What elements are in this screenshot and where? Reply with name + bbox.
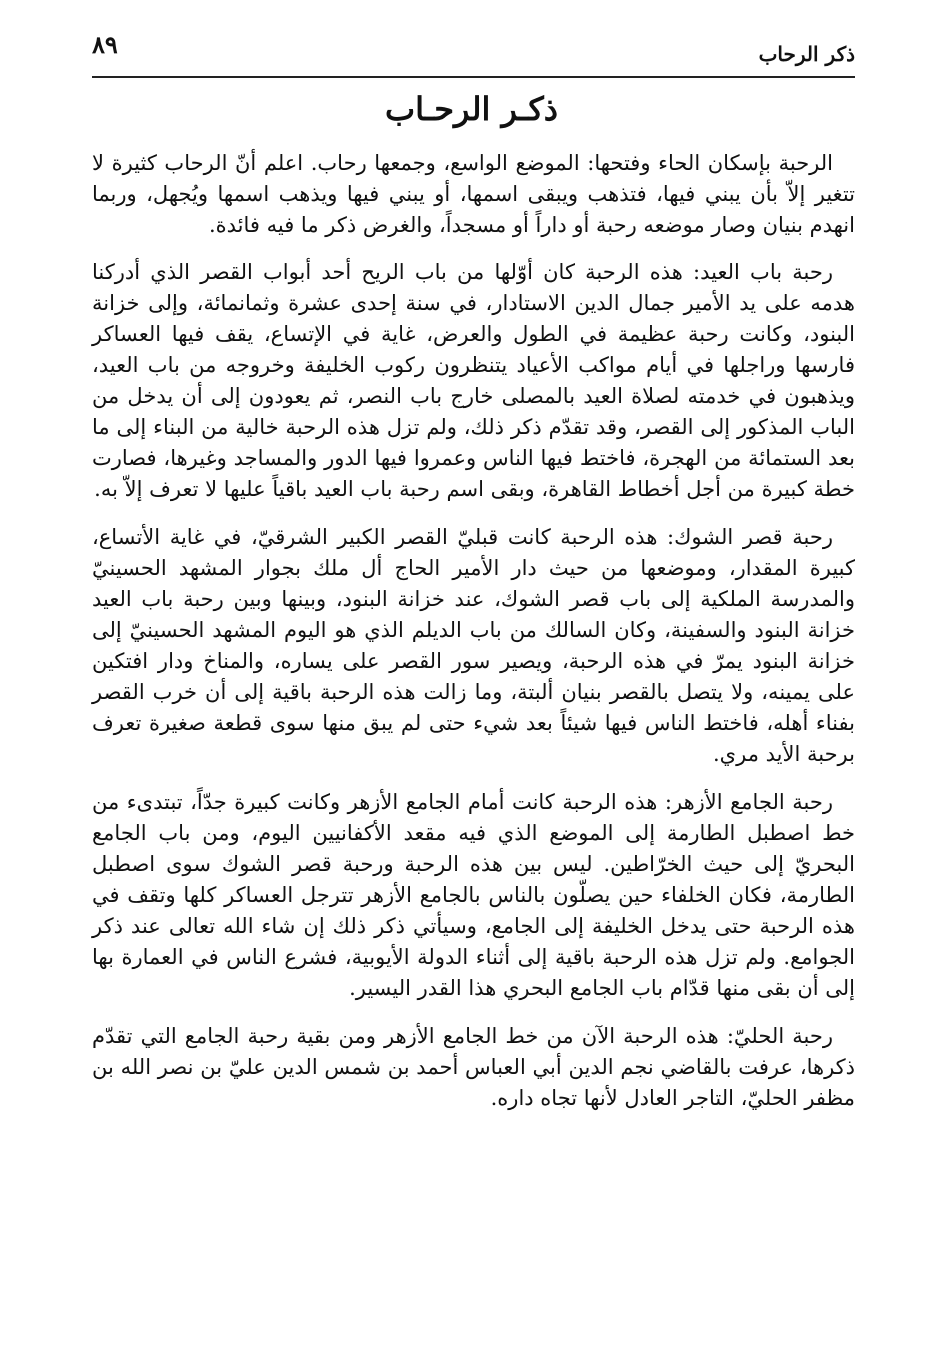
body-text — [92, 148, 855, 1129]
paragraph-rahbat-al-azhar: رحبة الجامع الأزهر: هذه الرحبة كانت أمام الجامع الأزهر وكانت كبيرة جدّاً، تبتدىء من خط اصطبل الطارمة إلى الموضع الذي فيه مقعد الأكفانيين اليوم، ومن باب الجامع البحريّ إلى حيث الخرّاطين. ليس بين هذه الرحبة ورحبة قصر الشوك سوى اصطبل الطارمة، فكان الخلفاء حين يصلّون بالناس بالجامع الأزهر تترجل العساكر كلها وتقف في هذه الرحبة حتى يدخل الخليفة إلى الجامع، وسيأتي ذكر ذلك إن شاء الله تعالى عند ذكر الجوامع. ولم تزل هذه الرحبة باقية إلى أثناء الدولة الأيوبية، فشرع الناس في العمارة بها إلى أن بقى منها قدّام باب الجامع البحري هذا القدر اليسير. — [92, 790, 855, 1000]
paragraph-intro: الرحبة بإسكان الحاء وفتحها: الموضع الواسع، وجمعها رحاب. اعلم أنّ الرحاب كثيرة لا تتغير إلاّ بأن يبني فيها، فتذهب ويبقى اسمها، أو يبني فيها ويذهب اسمها ويُجهل، وربما انهدم بنيان وصار موضعه رحبة أو داراً أو مسجداً، والغرض ذكر ما فيه فائدة. — [92, 151, 855, 237]
running-title: ذكر الرحاب — [758, 42, 855, 66]
paragraph-rahbat-bab-al-eid: رحبة باب العيد: هذه الرحبة كان أوّلها من باب الريح أحد أبواب القصر الذي أدركنا هدمه على يد الأمير جمال الدين الاستادار، في سنة إحدى عشرة وثمانمائة، وإلى خزانة البنود، وكانت رحبة عظيمة في الطول والعرض، غاية في الإتساع، يقف فيها العساكر فارسها وراجلها في أيام مواكب الأعياد يتنظرون ركوب الخليفة وخروجه من باب العيد، ويذهبون في خدمته لصلاة العيد بالمصلى خارج باب النصر، ثم يعودون إلى أن يدخل من الباب المذكور إلى القصر، وقد تقدّم ذكر ذلك، ولم تزل هذه الرحبة خالية من البناء إلى ما بعد الستمائة من الهجرة، فاختط فيها الناس وعمروا فيها الدور والمساجد وغيرها، فصارت خطة كبيرة من أجل أخطاط القاهرة، وبقى اسم رحبة باب العيد باقياً عليها لا تعرف إلاّ به. — [92, 260, 855, 501]
chapter-title: ذكـر الرحـاب — [385, 90, 558, 128]
page-number: ٨٩ — [92, 30, 118, 59]
page-header — [92, 28, 855, 78]
paragraph-rahbat-qasr-al-shawk: رحبة قصر الشوك: هذه الرحبة كانت قبليّ القصر الكبير الشرقيّ، في غاية الأتساع، كبيرة المقدار، وموضعها من حيث دار الأمير الحاج أل ملك بجوار المشهد الحسينيّ والمدرسة الملكية إلى باب قصر الشوك، عند خزانة البنود، وبينها وبين رحبة باب العيد خزانة البنود والسفينة، وكان السالك من باب الديلم الذي هو اليوم المشهد الحسينيّ إلى خزانة البنود يمرّ في هذه الرحبة، ويصير سور القصر على يساره، والمناخ ودار افتكين على يمينه، ولا يتصل بالقصر بنيان ألبتة، وما زالت هذه الرحبة باقية إلى أن خرب القصر بفناء أهله، فاختط الناس فيها شيئاً بعد شيء حتى لم يبق منها سوى قطعة صغيرة تعرف برحبة الأيد مري. — [92, 525, 855, 766]
paragraph-rahbat-al-hilli: رحبة الحليّ: هذه الرحبة الآن من خط الجامع الأزهر ومن بقية رحبة الجامع التي تقدّم ذكرها، عرفت بالقاضي نجم الدين أبي العباس أحمد بن شمس الدين عليّ بن نصر الله بن مظفر الحليّ، التاجر العادل لأنها تجاه داره. — [92, 1024, 855, 1110]
